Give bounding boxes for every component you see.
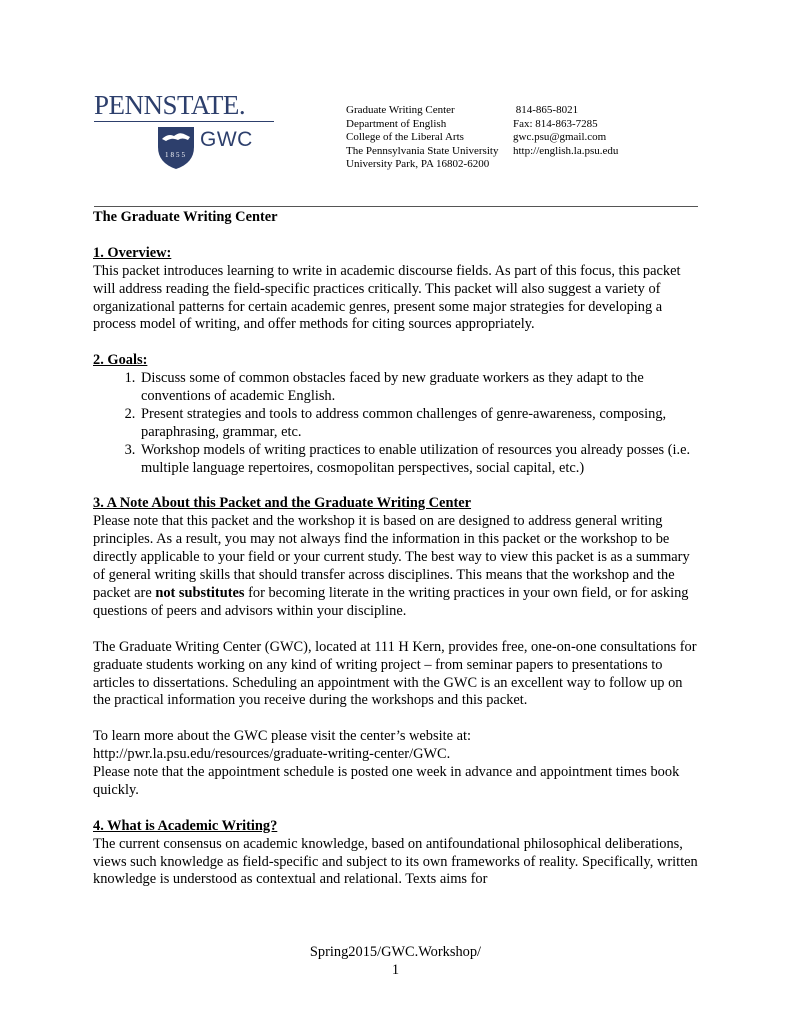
goals-list <box>93 370 703 477</box>
contact-line: The Pennsylvania State University <box>346 144 499 157</box>
note-text: Please note that the appointment schedule is posted one week in advance and appointment times book quickly. <box>93 764 680 798</box>
contact-fax: Fax: 814-863-7285 <box>513 117 598 130</box>
contact-line: College of the Liberal Arts <box>346 131 464 143</box>
contact-website: http://english.la.psu.edu <box>513 144 619 157</box>
contact-phone: 814-865-8021 <box>513 104 579 116</box>
document-body <box>93 209 703 889</box>
note-paragraph-2: The Graduate Writing Center (GWC), located at 111 H Kern, provides free, one-on-one consultations for graduate students working on any kind of writing project – from seminar papers to presentations to articles to dissertations. Scheduling an appointment with the GWC is an excellent way to follow up on the practical information you receive during the workshops and this packet. <box>93 638 697 709</box>
goals-list-item: 1. Discuss some of common obstacles faced by new graduate workers as they adapt to the conventions of academic English. <box>139 370 703 406</box>
logo-unit: GWC <box>200 128 253 151</box>
logo-year: 1855 <box>165 151 187 159</box>
academic-writing-paragraph: The current consensus on academic knowledge, based on antifoundational philosophical deliberations, views such knowledge as field-specific and subject to its own frameworks of reality. Specifically, written knowledge is understood as contextual and relational. Texts aims for <box>93 835 698 888</box>
contact-line: Department of English <box>346 117 447 130</box>
header-divider <box>94 206 698 207</box>
contact-line: Graduate Writing Center <box>346 104 455 116</box>
page-footer <box>0 943 791 979</box>
goals-list-item: 2. Present strategies and tools to address common challenges of genre-awareness, composing, paraphrasing, grammar, etc. <box>139 406 703 442</box>
emphasis-not-substitutes: not substitutes <box>155 584 245 601</box>
nittany-lion-shield-icon <box>156 125 196 171</box>
footer-label: Spring2015/GWC.Workshop/ <box>309 944 482 960</box>
goals-list-item: 3. Workshop models of writing practices to enable utilization of resources you already posses (i.e. multiple language repertoires, cosmopolitan perspectives, social capital, etc.) <box>139 442 703 478</box>
document-title: The Graduate Writing Center <box>93 209 278 225</box>
logo-wordmark: PENNSTATE. <box>94 90 246 120</box>
contact-details <box>513 104 703 158</box>
section-heading-academic-writing: 4. What is Academic Writing? <box>93 817 278 834</box>
contact-line: University Park, PA 16802-6200 <box>346 158 490 170</box>
contact-address <box>346 104 516 172</box>
note-text: for becoming literate in the writing practices in your own field, or for asking questions of peers and advisors within your discipline. <box>93 584 689 619</box>
note-paragraph-1 <box>93 513 703 620</box>
note-paragraph-3 <box>93 728 703 800</box>
gwc-website-url: http://pwr.la.psu.edu/resources/graduate-writing-center/GWC. <box>93 746 451 763</box>
section-heading-note: 3. A Note About this Packet and the Graduate Writing Center <box>93 495 472 512</box>
pennstate-gwc-logo <box>94 92 276 176</box>
section-heading-goals: 2. Goals: <box>93 352 148 369</box>
section-heading-overview: 1. Overview: <box>93 244 172 261</box>
note-text: To learn more about the GWC please visit the center’s website at: <box>93 728 471 745</box>
logo-rule <box>94 121 274 122</box>
overview-paragraph: This packet introduces learning to write in academic discourse fields. As part of this focus, this packet will address reading the field-specific practices critically. This packet will also suggest a variety of organizational patterns for certain academic genres, present some major strategies for developing a process model of writing, and offer methods for citing sources appropriately. <box>93 262 681 333</box>
contact-email: gwc.psu@gmail.com <box>513 131 607 143</box>
page-number: 1 <box>391 962 400 978</box>
note-text: Please note that this packet and the workshop it is based on are designed to address general writing principles. As a result, you may not always find the information in this packet or the workshop to be directly applicable to your field or your current study. The best way to view this packet is as a summary of general writing skills that should transfer across disciplines. This means that the workshop and the packet are <box>93 513 690 601</box>
